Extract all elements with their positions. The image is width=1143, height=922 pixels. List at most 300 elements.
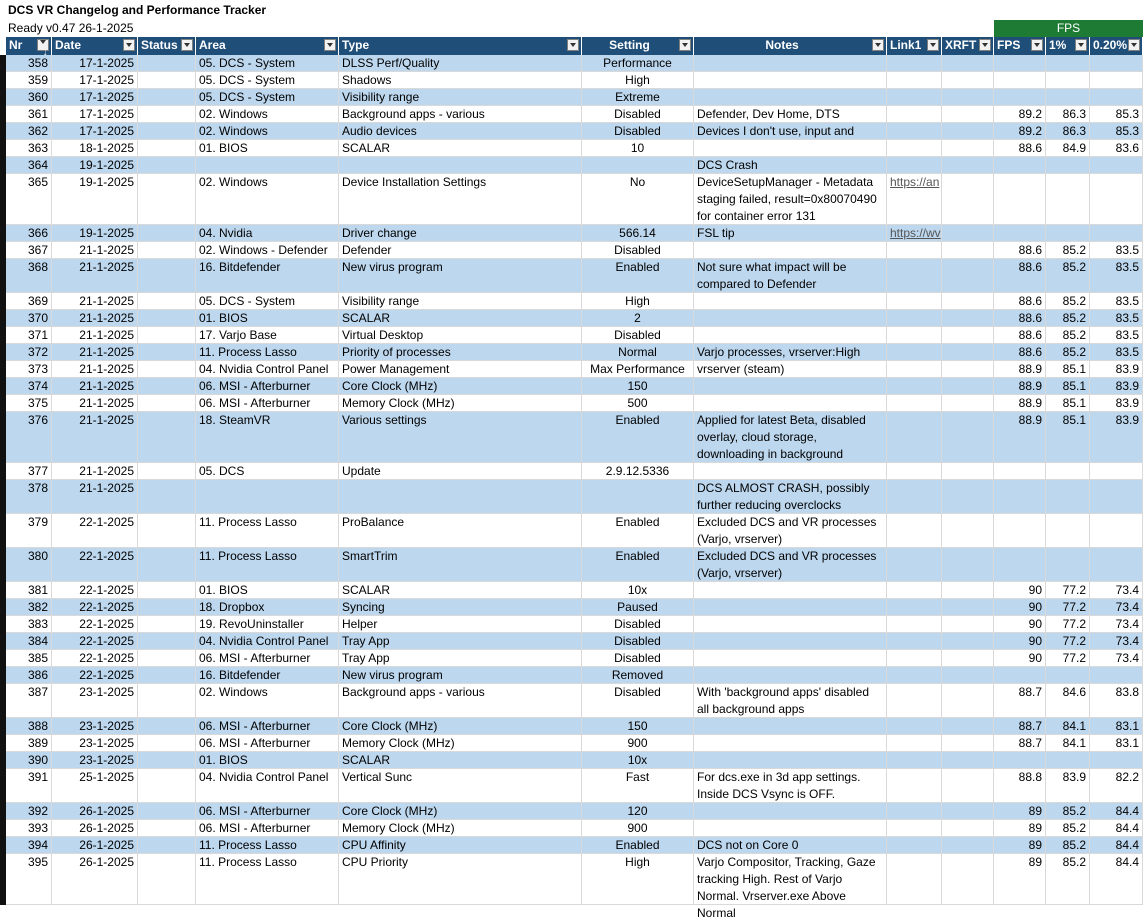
cell-pct1[interactable] — [1046, 837, 1090, 854]
cell-link1[interactable] — [887, 820, 942, 837]
cell-pct1[interactable] — [1046, 123, 1090, 140]
cell-link1[interactable] — [887, 514, 942, 548]
cell-notes[interactable] — [694, 769, 887, 803]
cell-fps[interactable] — [994, 650, 1046, 667]
cell-status[interactable] — [138, 463, 196, 480]
cell-area[interactable] — [196, 395, 339, 412]
cell-pct020[interactable] — [1090, 55, 1143, 72]
cell-nr[interactable] — [6, 803, 52, 820]
cell-pct020[interactable] — [1090, 395, 1143, 412]
cell-notes[interactable] — [694, 514, 887, 548]
cell-pct020[interactable] — [1090, 327, 1143, 344]
cell-notes[interactable] — [694, 378, 887, 395]
cell-fps[interactable] — [994, 769, 1046, 803]
cell-pct1[interactable] — [1046, 769, 1090, 803]
cell-notes[interactable] — [694, 89, 887, 106]
cell-status[interactable] — [138, 718, 196, 735]
cell-nr[interactable] — [6, 752, 52, 769]
cell-nr[interactable] — [6, 514, 52, 548]
cell-date[interactable] — [52, 837, 138, 854]
cell-notes[interactable] — [694, 55, 887, 72]
cell-link1[interactable] — [887, 480, 942, 514]
cell-setting[interactable] — [582, 803, 694, 820]
cell-status[interactable] — [138, 854, 196, 905]
cell-area[interactable] — [196, 735, 339, 752]
cell-status[interactable] — [138, 803, 196, 820]
cell-fps[interactable] — [994, 667, 1046, 684]
cell-area[interactable] — [196, 548, 339, 582]
cell-link1[interactable] — [887, 769, 942, 803]
cell-fps[interactable] — [994, 174, 1046, 225]
cell-pct1[interactable] — [1046, 225, 1090, 242]
cell-notes[interactable] — [694, 140, 887, 157]
cell-status[interactable] — [138, 89, 196, 106]
cell-date[interactable] — [52, 463, 138, 480]
cell-pct020[interactable] — [1090, 361, 1143, 378]
cell-fps[interactable] — [994, 752, 1046, 769]
cell-setting[interactable] — [582, 599, 694, 616]
cell-xrft[interactable] — [942, 72, 994, 89]
cell-area[interactable] — [196, 327, 339, 344]
cell-fps[interactable] — [994, 106, 1046, 123]
cell-pct020[interactable] — [1090, 684, 1143, 718]
cell-nr[interactable] — [6, 599, 52, 616]
cell-nr[interactable] — [6, 395, 52, 412]
cell-fps[interactable] — [994, 72, 1046, 89]
cell-type[interactable] — [339, 327, 582, 344]
cell-notes[interactable] — [694, 293, 887, 310]
cell-fps[interactable] — [994, 803, 1046, 820]
cell-link1[interactable] — [887, 463, 942, 480]
cell-link1[interactable] — [887, 378, 942, 395]
cell-type[interactable] — [339, 752, 582, 769]
filter-dropdown-icon[interactable] — [1031, 39, 1043, 51]
cell-setting[interactable] — [582, 72, 694, 89]
cell-xrft[interactable] — [942, 174, 994, 225]
cell-notes[interactable] — [694, 123, 887, 140]
cell-setting[interactable] — [582, 735, 694, 752]
cell-xrft[interactable] — [942, 89, 994, 106]
cell-pct1[interactable] — [1046, 667, 1090, 684]
cell-pct1[interactable] — [1046, 310, 1090, 327]
cell-link1[interactable] — [887, 633, 942, 650]
cell-date[interactable] — [52, 633, 138, 650]
cell-pct020[interactable] — [1090, 735, 1143, 752]
cell-pct020[interactable] — [1090, 718, 1143, 735]
cell-pct020[interactable] — [1090, 140, 1143, 157]
cell-setting[interactable] — [582, 769, 694, 803]
cell-xrft[interactable] — [942, 327, 994, 344]
cell-type[interactable] — [339, 55, 582, 72]
cell-fps[interactable] — [994, 616, 1046, 633]
cell-xrft[interactable] — [942, 463, 994, 480]
cell-xrft[interactable] — [942, 344, 994, 361]
cell-status[interactable] — [138, 599, 196, 616]
cell-setting[interactable] — [582, 55, 694, 72]
cell-date[interactable] — [52, 174, 138, 225]
cell-fps[interactable] — [994, 310, 1046, 327]
cell-link1[interactable] — [887, 718, 942, 735]
cell-xrft[interactable] — [942, 650, 994, 667]
cell-xrft[interactable] — [942, 293, 994, 310]
cell-pct1[interactable] — [1046, 752, 1090, 769]
cell-link1[interactable] — [887, 259, 942, 293]
cell-nr[interactable] — [6, 344, 52, 361]
cell-nr[interactable] — [6, 361, 52, 378]
cell-setting[interactable] — [582, 123, 694, 140]
cell-link1[interactable] — [887, 395, 942, 412]
cell-xrft[interactable] — [942, 140, 994, 157]
cell-fps[interactable] — [994, 718, 1046, 735]
cell-link1[interactable] — [887, 616, 942, 633]
cell-pct1[interactable] — [1046, 327, 1090, 344]
cell-xrft[interactable] — [942, 157, 994, 174]
cell-pct1[interactable] — [1046, 514, 1090, 548]
cell-xrft[interactable] — [942, 395, 994, 412]
cell-notes[interactable] — [694, 548, 887, 582]
cell-pct1[interactable] — [1046, 361, 1090, 378]
cell-pct1[interactable] — [1046, 735, 1090, 752]
cell-area[interactable] — [196, 582, 339, 599]
cell-nr[interactable] — [6, 72, 52, 89]
cell-xrft[interactable] — [942, 667, 994, 684]
cell-date[interactable] — [52, 684, 138, 718]
cell-type[interactable] — [339, 820, 582, 837]
cell-area[interactable] — [196, 820, 339, 837]
cell-setting[interactable] — [582, 395, 694, 412]
cell-area[interactable] — [196, 123, 339, 140]
cell-pct1[interactable] — [1046, 72, 1090, 89]
cell-nr[interactable] — [6, 174, 52, 225]
cell-xrft[interactable] — [942, 55, 994, 72]
cell-pct1[interactable] — [1046, 463, 1090, 480]
cell-setting[interactable] — [582, 378, 694, 395]
cell-area[interactable] — [196, 667, 339, 684]
cell-pct1[interactable] — [1046, 650, 1090, 667]
cell-nr[interactable] — [6, 378, 52, 395]
cell-xrft[interactable] — [942, 123, 994, 140]
filter-dropdown-icon[interactable] — [567, 39, 579, 51]
cell-date[interactable] — [52, 735, 138, 752]
cell-area[interactable] — [196, 72, 339, 89]
cell-area[interactable] — [196, 650, 339, 667]
cell-nr[interactable] — [6, 140, 52, 157]
cell-link1[interactable] — [887, 599, 942, 616]
cell-pct1[interactable] — [1046, 378, 1090, 395]
cell-pct020[interactable] — [1090, 293, 1143, 310]
cell-setting[interactable] — [582, 225, 694, 242]
cell-setting[interactable] — [582, 582, 694, 599]
cell-pct1[interactable] — [1046, 395, 1090, 412]
cell-pct020[interactable] — [1090, 820, 1143, 837]
cell-status[interactable] — [138, 837, 196, 854]
cell-notes[interactable] — [694, 344, 887, 361]
cell-area[interactable] — [196, 259, 339, 293]
cell-area[interactable] — [196, 157, 339, 174]
cell-area[interactable] — [196, 633, 339, 650]
cell-setting[interactable] — [582, 242, 694, 259]
cell-notes[interactable] — [694, 395, 887, 412]
cell-xrft[interactable] — [942, 259, 994, 293]
cell-notes[interactable] — [694, 310, 887, 327]
cell-type[interactable] — [339, 72, 582, 89]
cell-nr[interactable] — [6, 548, 52, 582]
cell-pct1[interactable] — [1046, 582, 1090, 599]
cell-date[interactable] — [52, 548, 138, 582]
cell-link1[interactable] — [887, 310, 942, 327]
cell-area[interactable] — [196, 361, 339, 378]
cell-date[interactable] — [52, 55, 138, 72]
cell-date[interactable] — [52, 616, 138, 633]
cell-setting[interactable] — [582, 684, 694, 718]
cell-setting[interactable] — [582, 140, 694, 157]
cell-pct1[interactable] — [1046, 242, 1090, 259]
cell-pct1[interactable] — [1046, 803, 1090, 820]
cell-xrft[interactable] — [942, 718, 994, 735]
cell-xrft[interactable] — [942, 837, 994, 854]
cell-status[interactable] — [138, 582, 196, 599]
cell-type[interactable] — [339, 378, 582, 395]
cell-link1[interactable] — [887, 854, 942, 905]
cell-link1[interactable] — [887, 582, 942, 599]
cell-nr[interactable] — [6, 327, 52, 344]
cell-area[interactable] — [196, 599, 339, 616]
cell-notes[interactable] — [694, 633, 887, 650]
cell-status[interactable] — [138, 361, 196, 378]
cell-setting[interactable] — [582, 157, 694, 174]
cell-setting[interactable] — [582, 106, 694, 123]
cell-date[interactable] — [52, 718, 138, 735]
cell-type[interactable] — [339, 514, 582, 548]
cell-type[interactable] — [339, 174, 582, 225]
cell-type[interactable] — [339, 259, 582, 293]
cell-xrft[interactable] — [942, 310, 994, 327]
cell-nr[interactable] — [6, 412, 52, 463]
cell-pct1[interactable] — [1046, 854, 1090, 905]
cell-type[interactable] — [339, 225, 582, 242]
cell-link1[interactable] — [887, 735, 942, 752]
cell-date[interactable] — [52, 582, 138, 599]
cell-pct1[interactable] — [1046, 718, 1090, 735]
cell-area[interactable] — [196, 514, 339, 548]
cell-link1[interactable] — [887, 803, 942, 820]
cell-pct1[interactable] — [1046, 55, 1090, 72]
cell-nr[interactable] — [6, 684, 52, 718]
cell-notes[interactable] — [694, 106, 887, 123]
cell-xrft[interactable] — [942, 378, 994, 395]
cell-type[interactable] — [339, 140, 582, 157]
cell-status[interactable] — [138, 412, 196, 463]
cell-setting[interactable] — [582, 616, 694, 633]
cell-pct020[interactable] — [1090, 803, 1143, 820]
cell-nr[interactable] — [6, 650, 52, 667]
cell-pct020[interactable] — [1090, 854, 1143, 905]
cell-type[interactable] — [339, 803, 582, 820]
cell-setting[interactable] — [582, 174, 694, 225]
cell-type[interactable] — [339, 106, 582, 123]
cell-link1[interactable] — [887, 327, 942, 344]
cell-date[interactable] — [52, 650, 138, 667]
cell-pct020[interactable] — [1090, 174, 1143, 225]
cell-link1[interactable] — [887, 140, 942, 157]
cell-pct020[interactable] — [1090, 514, 1143, 548]
cell-fps[interactable] — [994, 123, 1046, 140]
cell-fps[interactable] — [994, 514, 1046, 548]
cell-status[interactable] — [138, 310, 196, 327]
cell-pct020[interactable] — [1090, 752, 1143, 769]
cell-pct020[interactable] — [1090, 157, 1143, 174]
cell-type[interactable] — [339, 633, 582, 650]
cell-link1[interactable] — [887, 837, 942, 854]
cell-status[interactable] — [138, 123, 196, 140]
cell-pct020[interactable] — [1090, 123, 1143, 140]
cell-date[interactable] — [52, 752, 138, 769]
cell-area[interactable] — [196, 803, 339, 820]
cell-notes[interactable] — [694, 463, 887, 480]
cell-date[interactable] — [52, 378, 138, 395]
filter-dropdown-icon[interactable] — [679, 39, 691, 51]
cell-status[interactable] — [138, 157, 196, 174]
cell-fps[interactable] — [994, 242, 1046, 259]
cell-pct1[interactable] — [1046, 293, 1090, 310]
cell-fps[interactable] — [994, 633, 1046, 650]
cell-status[interactable] — [138, 344, 196, 361]
cell-fps[interactable] — [994, 89, 1046, 106]
cell-status[interactable] — [138, 106, 196, 123]
cell-type[interactable] — [339, 667, 582, 684]
cell-notes[interactable] — [694, 854, 887, 920]
cell-setting[interactable] — [582, 667, 694, 684]
cell-fps[interactable] — [994, 157, 1046, 174]
cell-nr[interactable] — [6, 463, 52, 480]
cell-status[interactable] — [138, 616, 196, 633]
cell-setting[interactable] — [582, 650, 694, 667]
cell-status[interactable] — [138, 225, 196, 242]
cell-fps[interactable] — [994, 854, 1046, 905]
cell-type[interactable] — [339, 837, 582, 854]
cell-type[interactable] — [339, 616, 582, 633]
cell-fps[interactable] — [994, 463, 1046, 480]
cell-area[interactable] — [196, 684, 339, 718]
cell-setting[interactable] — [582, 837, 694, 854]
cell-setting[interactable] — [582, 633, 694, 650]
cell-pct020[interactable] — [1090, 480, 1143, 514]
cell-xrft[interactable] — [942, 752, 994, 769]
cell-pct1[interactable] — [1046, 344, 1090, 361]
cell-setting[interactable] — [582, 412, 694, 463]
cell-area[interactable] — [196, 225, 339, 242]
cell-xrft[interactable] — [942, 616, 994, 633]
filter-dropdown-icon[interactable] — [872, 39, 884, 51]
cell-notes[interactable] — [694, 72, 887, 89]
cell-notes[interactable] — [694, 752, 887, 769]
cell-status[interactable] — [138, 820, 196, 837]
cell-area[interactable] — [196, 718, 339, 735]
cell-link1[interactable] — [887, 412, 942, 463]
cell-nr[interactable] — [6, 293, 52, 310]
cell-type[interactable] — [339, 599, 582, 616]
cell-date[interactable] — [52, 820, 138, 837]
cell-link1[interactable] — [887, 89, 942, 106]
cell-status[interactable] — [138, 735, 196, 752]
cell-area[interactable] — [196, 837, 339, 854]
cell-type[interactable] — [339, 684, 582, 718]
cell-link1[interactable] — [887, 650, 942, 667]
cell-xrft[interactable] — [942, 514, 994, 548]
cell-xrft[interactable] — [942, 633, 994, 650]
cell-setting[interactable] — [582, 361, 694, 378]
cell-pct1[interactable] — [1046, 259, 1090, 293]
cell-xrft[interactable] — [942, 361, 994, 378]
cell-pct020[interactable] — [1090, 633, 1143, 650]
cell-xrft[interactable] — [942, 735, 994, 752]
cell-date[interactable] — [52, 803, 138, 820]
cell-fps[interactable] — [994, 599, 1046, 616]
cell-type[interactable] — [339, 242, 582, 259]
cell-nr[interactable] — [6, 242, 52, 259]
cell-pct1[interactable] — [1046, 616, 1090, 633]
cell-nr[interactable] — [6, 854, 52, 905]
cell-date[interactable] — [52, 667, 138, 684]
cell-xrft[interactable] — [942, 803, 994, 820]
cell-status[interactable] — [138, 378, 196, 395]
cell-pct1[interactable] — [1046, 89, 1090, 106]
cell-fps[interactable] — [994, 140, 1046, 157]
cell-notes[interactable] — [694, 157, 887, 174]
cell-notes[interactable] — [694, 361, 887, 378]
cell-nr[interactable] — [6, 480, 52, 514]
cell-pct020[interactable] — [1090, 582, 1143, 599]
cell-setting[interactable] — [582, 480, 694, 514]
cell-xrft[interactable] — [942, 548, 994, 582]
cell-area[interactable] — [196, 293, 339, 310]
cell-date[interactable] — [52, 123, 138, 140]
cell-pct1[interactable] — [1046, 412, 1090, 463]
cell-notes[interactable] — [694, 735, 887, 752]
cell-type[interactable] — [339, 157, 582, 174]
cell-status[interactable] — [138, 242, 196, 259]
cell-type[interactable] — [339, 854, 582, 905]
cell-fps[interactable] — [994, 361, 1046, 378]
cell-notes[interactable] — [694, 667, 887, 684]
cell-notes[interactable] — [694, 803, 887, 820]
cell-notes[interactable] — [694, 412, 887, 463]
cell-fps[interactable] — [994, 548, 1046, 582]
filter-dropdown-icon[interactable] — [37, 39, 49, 51]
cell-area[interactable] — [196, 616, 339, 633]
cell-link1[interactable] — [887, 667, 942, 684]
cell-xrft[interactable] — [942, 599, 994, 616]
cell-type[interactable] — [339, 548, 582, 582]
cell-link1[interactable] — [887, 72, 942, 89]
cell-date[interactable] — [52, 327, 138, 344]
cell-fps[interactable] — [994, 344, 1046, 361]
cell-pct020[interactable] — [1090, 599, 1143, 616]
cell-status[interactable] — [138, 633, 196, 650]
cell-link1[interactable] — [887, 55, 942, 72]
cell-type[interactable] — [339, 344, 582, 361]
cell-status[interactable] — [138, 72, 196, 89]
cell-status[interactable] — [138, 548, 196, 582]
cell-link1[interactable] — [887, 684, 942, 718]
cell-date[interactable] — [52, 72, 138, 89]
cell-notes[interactable] — [694, 718, 887, 735]
cell-pct020[interactable] — [1090, 616, 1143, 633]
cell-link1[interactable] — [887, 123, 942, 140]
filter-dropdown-icon[interactable] — [1075, 39, 1087, 51]
cell-date[interactable] — [52, 514, 138, 548]
filter-dropdown-icon[interactable] — [181, 39, 193, 51]
